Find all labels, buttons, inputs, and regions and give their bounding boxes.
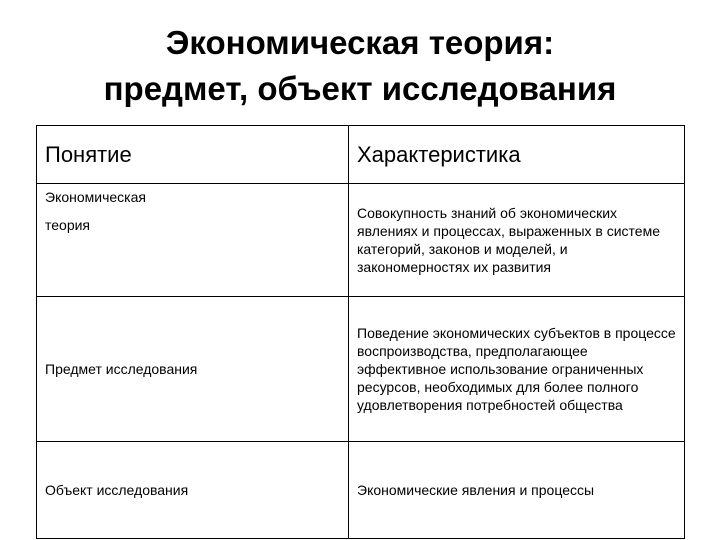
term-line: Экономическая	[45, 189, 146, 205]
table-row	[37, 184, 685, 297]
definitions-table	[36, 125, 685, 539]
term-cell: Объект исследования	[37, 442, 349, 539]
description-cell: Поведение экономических субъектов в процессе воспроизводства, предполагающее эффективное использование ограниченных ресурсов, необходимых для более полного удовлетворения потребностей общества	[349, 297, 685, 442]
term-line: теория	[45, 217, 91, 233]
term-cell: Предмет исследования	[37, 297, 349, 442]
slide-title	[0, 20, 720, 112]
table-row	[37, 442, 685, 539]
title-line-2: предмет, объект исследования	[103, 70, 617, 107]
term-cell	[37, 184, 349, 297]
header-concept: Понятие	[37, 126, 349, 184]
description-cell: Экономические явления и процессы	[349, 442, 685, 539]
table-header-row	[37, 126, 685, 184]
title-line-1: Экономическая теория:	[165, 24, 555, 61]
description-cell: Совокупность знаний об экономических явлениях и процессах, выраженных в системе категорий, законов и моделей, и закономерностях их развития	[349, 184, 685, 297]
header-characteristic: Характеристика	[349, 126, 685, 184]
table-row	[37, 297, 685, 442]
